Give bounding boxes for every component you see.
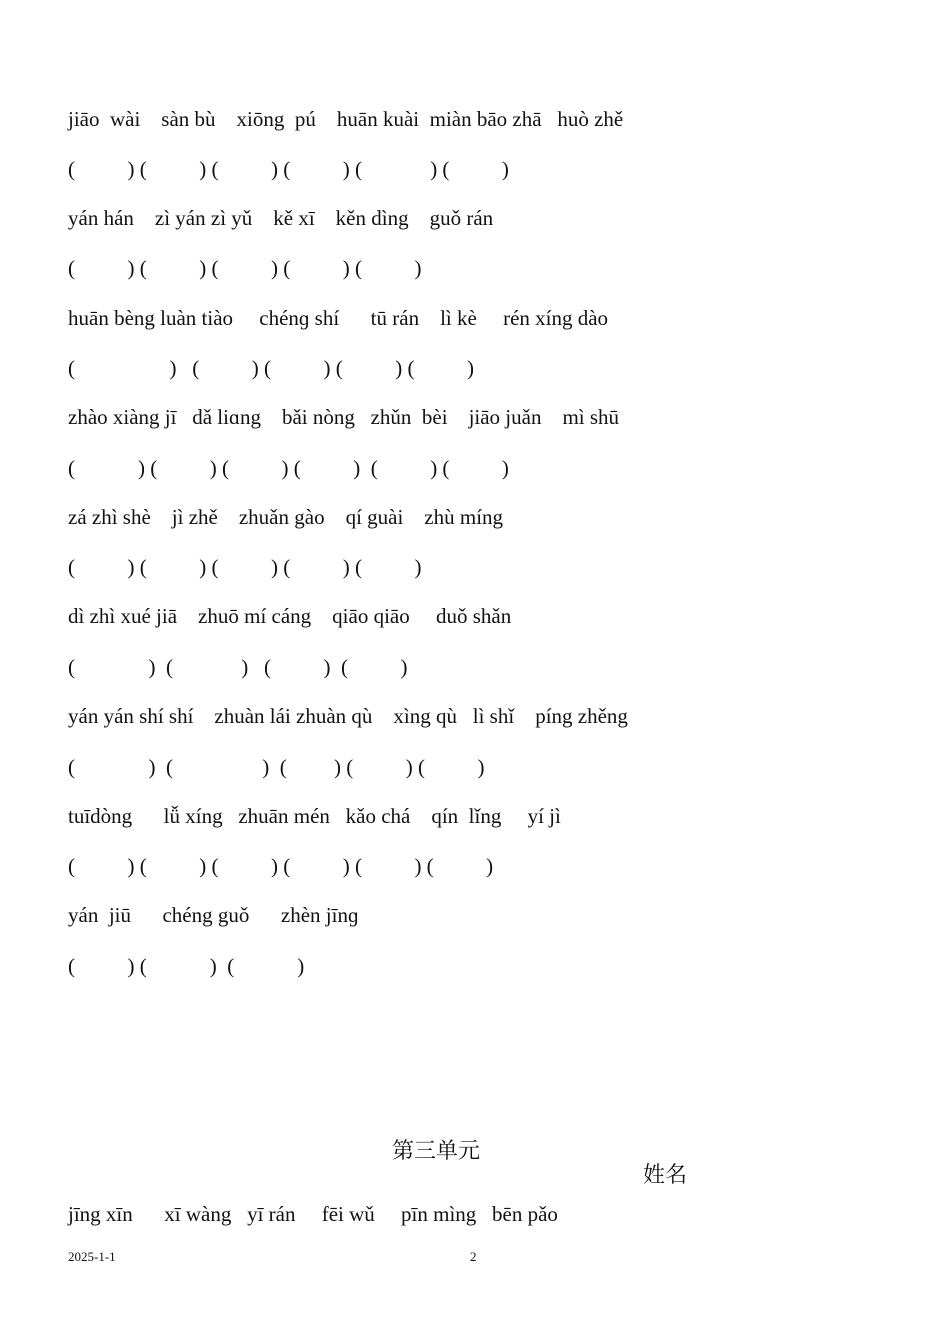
answer-blanks-row-5: ( ) ( ) ( ) ( ) ( ) <box>68 555 422 579</box>
pinyin-row-5: zá zhì shè jì zhě zhuǎn gào qí guài zhù míng <box>68 505 504 529</box>
name-label: 姓名 <box>643 1163 688 1188</box>
answer-blanks-row-3: ( ) ( ) ( ) ( ) ( ) <box>68 356 474 380</box>
answer-blanks-row-1: ( ) ( ) ( ) ( ) ( ) ( ) <box>68 157 509 181</box>
answer-blanks-row-4: ( ) ( ) ( ) ( ) ( ) ( ) <box>68 456 509 480</box>
answer-blanks-row-8: ( ) ( ) ( ) ( ) ( ) ( ) <box>68 854 494 878</box>
pinyin-row-2: yán hán zì yán zì yǔ kě xī kěn dìng guǒ rán <box>68 206 494 230</box>
pinyin-row-3: huān bèng luàn tiào chénɡ shí tū rán lì kè rén xíng dào <box>68 306 609 330</box>
pinyin-row-1: jiāo wài sàn bù xiōng pú huān kuài miàn bāo zhā huò zhě <box>68 107 624 131</box>
answer-blanks-row-6: ( ) ( ) ( ) ( ) <box>68 655 408 679</box>
answer-blanks-row-2: ( ) ( ) ( ) ( ) ( ) <box>68 256 422 280</box>
answer-blanks-row-7: ( ) ( ) ( ) ( ) ( ) <box>68 755 485 779</box>
page-number: 2 <box>470 1249 477 1264</box>
pinyin-row-9: yán jiū chéng guǒ zhèn jīnɡ <box>68 903 359 927</box>
pinyin-row-4: zhào xiàng jī dǎ liɑng bǎi nòng zhǔn bèi jiāo juǎn mì shū <box>68 405 620 429</box>
unit-title: 第三单元 <box>392 1139 481 1164</box>
pinyin-row-6: dì zhì xué jiā zhuō mí cáng qiāo qiāo duǒ shǎn <box>68 604 512 628</box>
pinyin-row-unit3-1: jīng xīn xī wàng yī rán fēi wǔ pīn mìng bēn pǎo <box>68 1202 558 1226</box>
answer-blanks-row-9: ( ) ( ) ( ) <box>68 954 305 978</box>
pinyin-row-8: tuīdòng lǚ xíng zhuān mén kǎo chá qín lǐng yí jì <box>68 804 561 828</box>
footer-date: 2025-1-1 <box>68 1249 116 1264</box>
pinyin-row-7: yán yán shí shí zhuàn lái zhuàn qù xìng qù lì shǐ píng zhěng <box>68 704 628 728</box>
